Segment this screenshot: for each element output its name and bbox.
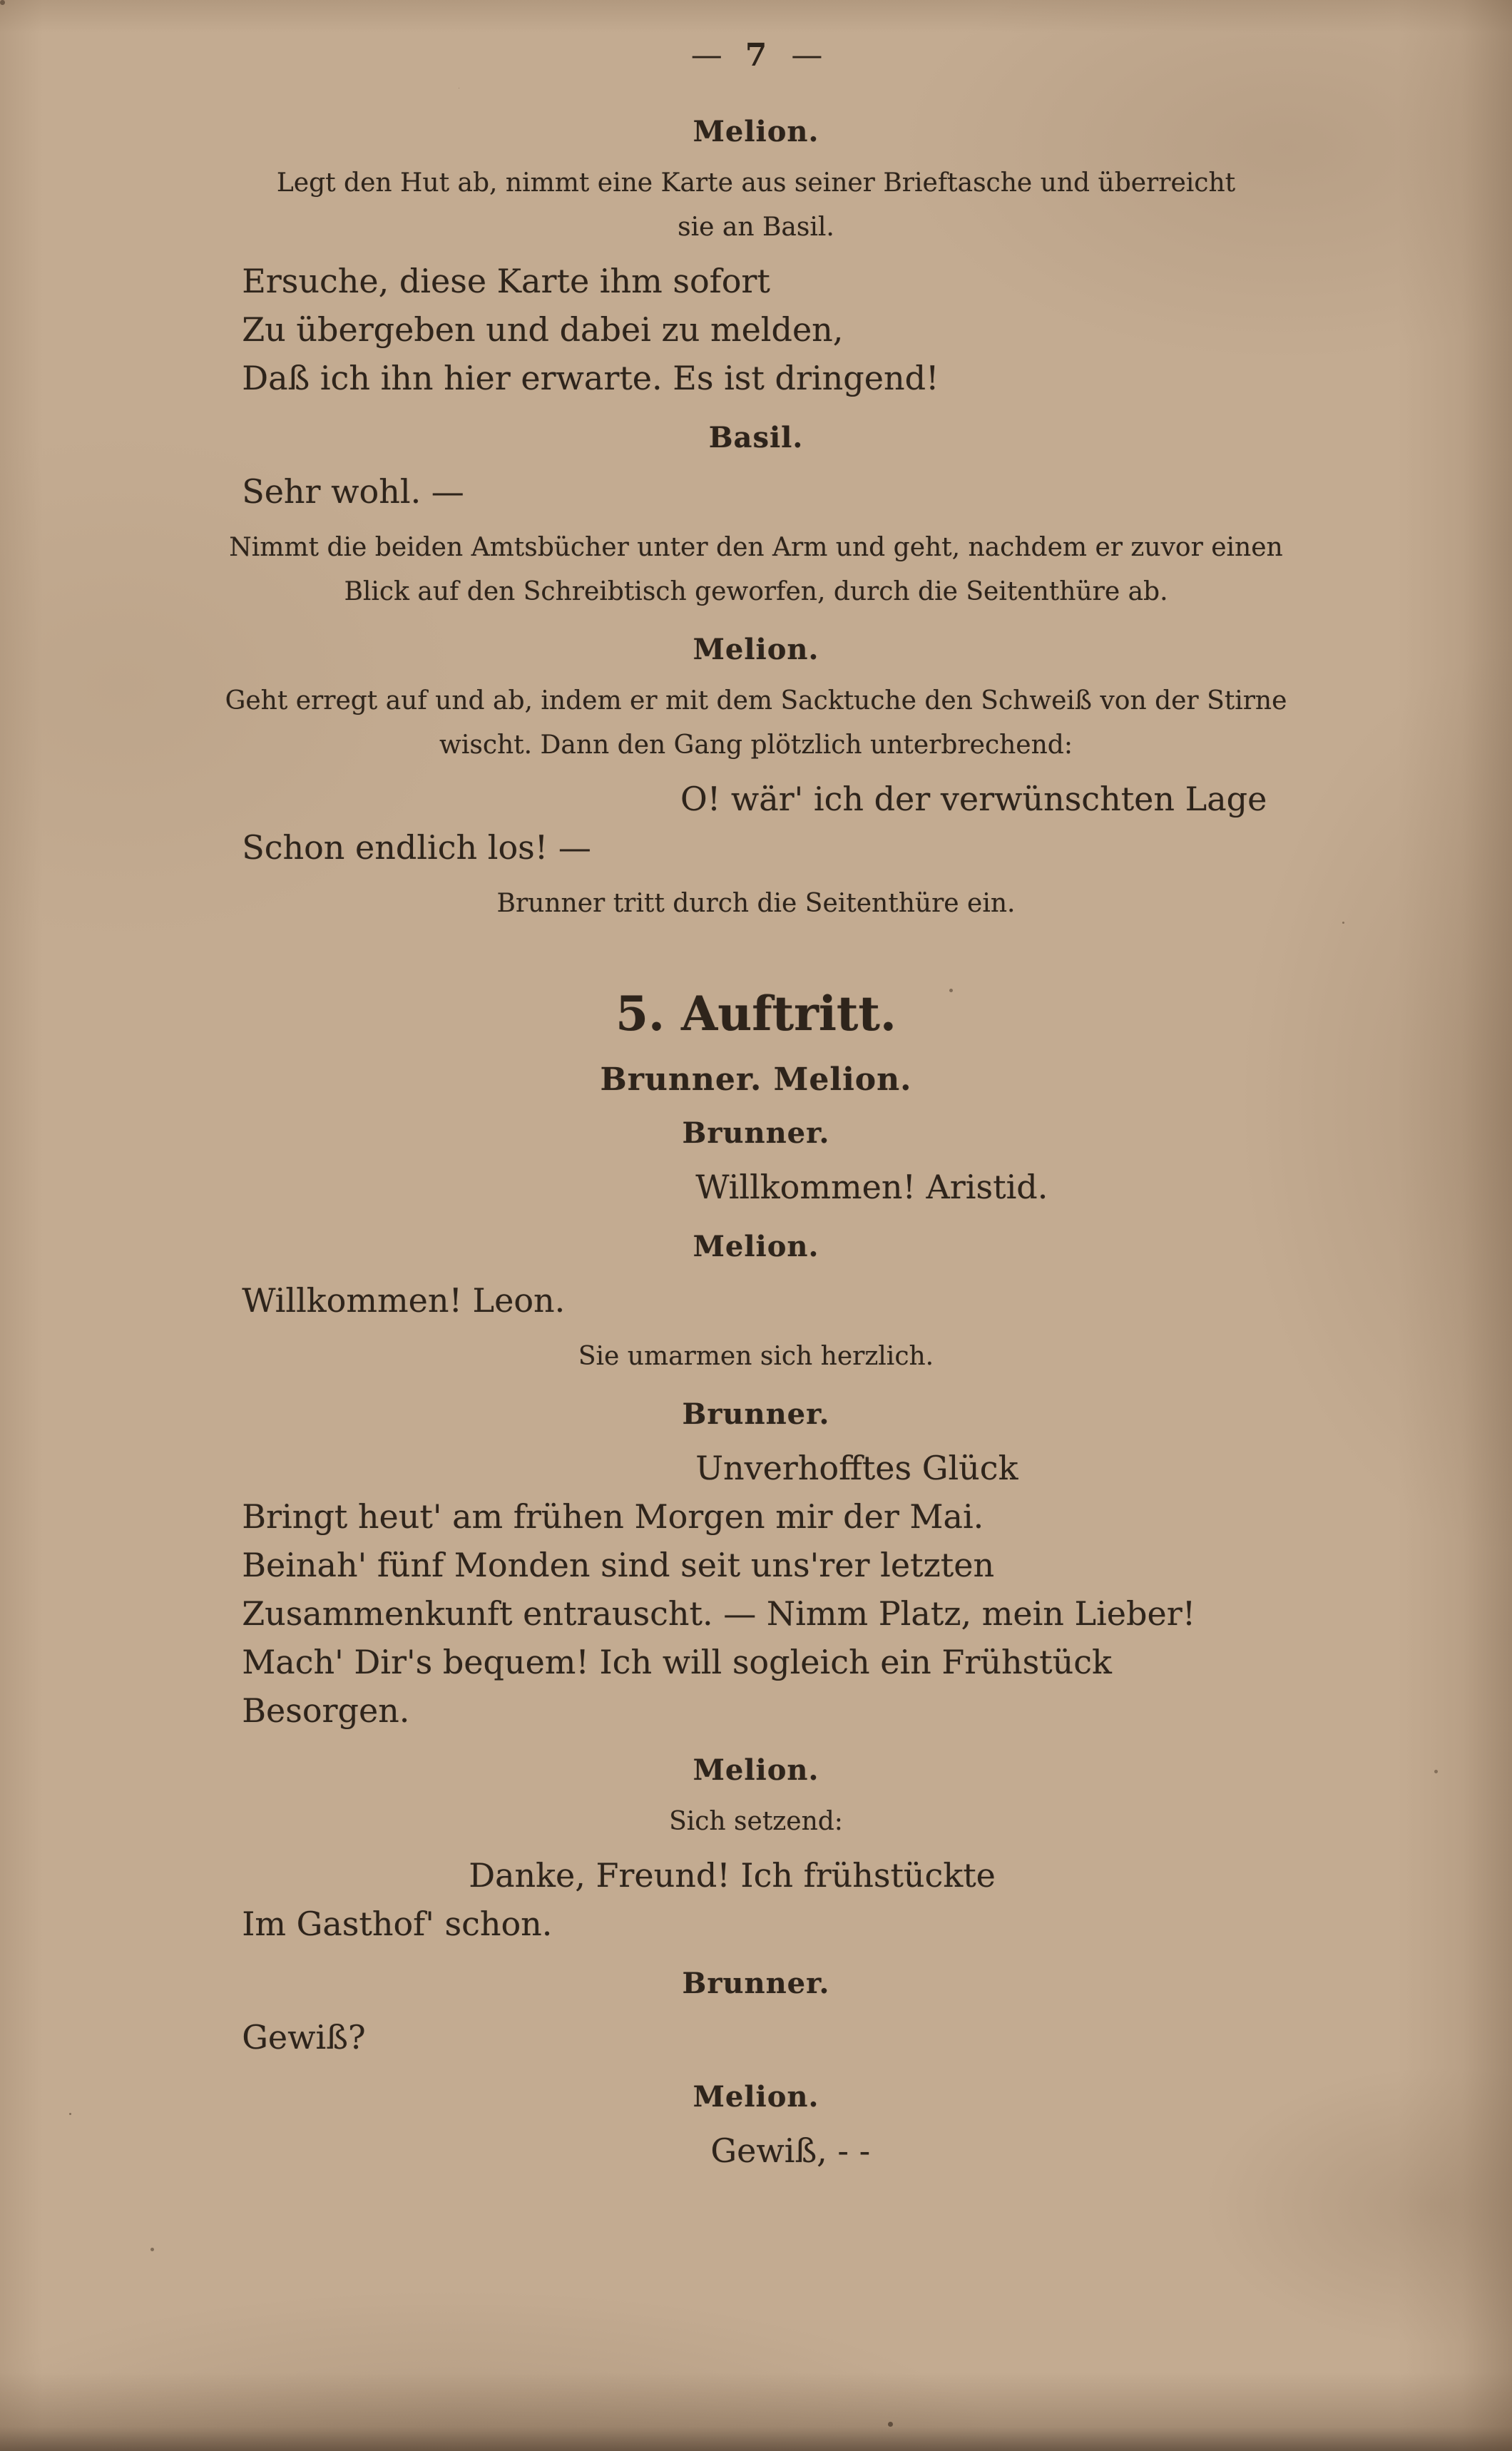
verse-passage xyxy=(0,1163,1512,1211)
speaker-name: Melion. xyxy=(693,633,819,666)
page-number-value: 7 xyxy=(745,37,767,73)
verse-line: Beinah' fünf Monden sind seit uns'rer letzten xyxy=(242,1546,995,1584)
stage-line: Nimmt die beiden Amtsbücher unter den Arm und geht, nachdem er zuvor einen xyxy=(229,533,1283,562)
stage-line: Sich setzend: xyxy=(669,1807,843,1836)
page-number xyxy=(0,0,1512,73)
scene-cast-list: Brunner. Melion. xyxy=(600,1061,912,1098)
speaker-name: Brunner. xyxy=(682,1397,830,1431)
verse-line: Daß ich ihn hier erwarte. Es ist dringend! xyxy=(242,359,939,397)
stage-line: sie an Basil. xyxy=(678,213,834,242)
speaker-name: Melion. xyxy=(693,1753,819,1787)
verse-passage xyxy=(0,257,1512,402)
speaker-name: Brunner. xyxy=(682,1967,830,2000)
page-number-rule-right: — xyxy=(791,37,822,73)
verse-line: Gewiß, - - xyxy=(710,2131,871,2170)
verse-line: Ersuche, diese Karte ihm sofort xyxy=(242,262,770,300)
stage-direction xyxy=(0,161,1512,250)
verse-passage xyxy=(0,2013,1512,2062)
stage-direction xyxy=(0,1335,1512,1379)
verse-passage xyxy=(0,467,1512,516)
page-number-rule-left: — xyxy=(690,37,721,73)
verse-line: Bringt heut' am frühen Morgen mir der Mai. xyxy=(242,1497,984,1536)
stage-line: Geht erregt auf und ab, indem er mit dem Sacktuche den Schweiß von der Stirne xyxy=(225,686,1287,715)
speaker-name: Melion. xyxy=(693,1230,819,1263)
stage-direction xyxy=(0,526,1512,614)
stage-line: Legt den Hut ab, nimmt eine Karte aus seiner Brieftasche und überreicht xyxy=(276,168,1236,198)
verse-line: Besorgen. xyxy=(242,1691,410,1730)
verse-line: Danke, Freund! Ich frühstückte xyxy=(469,1856,996,1895)
verse-line: Gewiß? xyxy=(242,2018,366,2057)
scene-heading: 5. Auftritt. xyxy=(615,986,897,1041)
speaker-name: Brunner. xyxy=(682,1116,830,1150)
speaker-name: Melion. xyxy=(693,115,819,148)
stage-line: wischt. Dann den Gang plötzlich unterbrechend: xyxy=(439,730,1073,760)
verse-line: Im Gasthof' schon. xyxy=(242,1905,553,1943)
stage-direction xyxy=(0,1800,1512,1844)
verse-passage xyxy=(0,2126,1512,2175)
verse-passage xyxy=(0,775,1512,872)
verse-passage xyxy=(0,1276,1512,1325)
stage-line: Sie umarmen sich herzlich. xyxy=(578,1342,934,1371)
verse-passage xyxy=(0,1851,1512,1948)
verse-passage xyxy=(0,1444,1512,1735)
page-content xyxy=(0,115,1512,2175)
stage-direction xyxy=(0,679,1512,768)
verse-line: Zu übergeben und dabei zu melden, xyxy=(242,310,844,349)
stage-direction xyxy=(0,882,1512,926)
verse-line: Willkommen! Aristid. xyxy=(695,1168,1048,1206)
verse-line: Schon endlich los! — xyxy=(242,828,591,867)
stage-line: Brunner tritt durch die Seitenthüre ein. xyxy=(496,889,1016,918)
stage-line: Blick auf den Schreibtisch geworfen, durch die Seitenthüre ab. xyxy=(344,577,1168,606)
speaker-name: Melion. xyxy=(693,2080,819,2114)
verse-line: Unverhofftes Glück xyxy=(695,1449,1018,1487)
verse-line: Zusammenkunft entrauscht. — Nimm Platz, mein Lieber! xyxy=(242,1594,1196,1633)
verse-line: O! wär' ich der verwünschten Lage xyxy=(680,780,1267,818)
speaker-name: Basil. xyxy=(708,421,804,454)
verse-line: Mach' Dir's bequem! Ich will sogleich ein Frühstück xyxy=(242,1643,1112,1681)
verse-line: Sehr wohl. — xyxy=(242,472,464,511)
verse-line: Willkommen! Leon. xyxy=(242,1281,566,1320)
